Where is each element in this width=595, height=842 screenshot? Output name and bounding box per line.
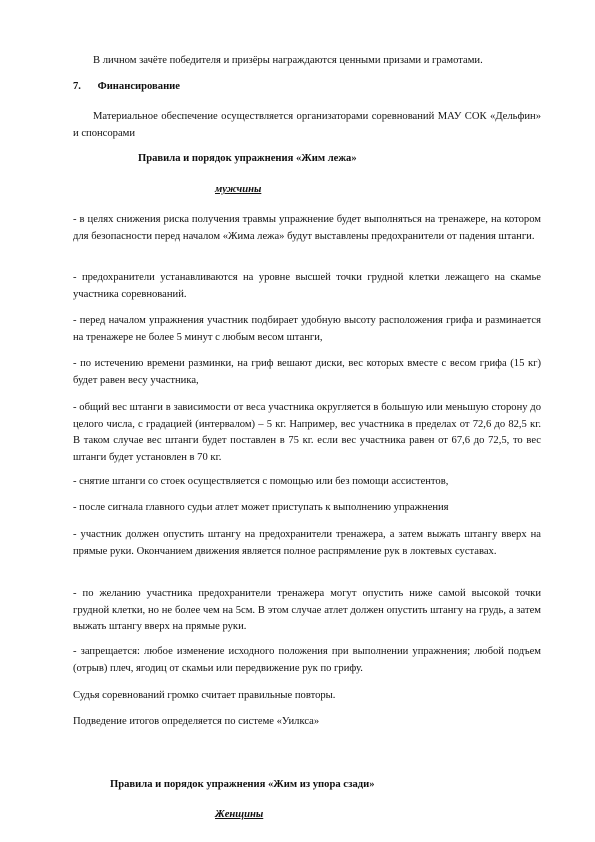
section-title: Финансирование [97, 81, 180, 92]
section-number: 7. [73, 81, 81, 92]
rules-subtitle-women: Женщины [215, 809, 264, 820]
results-note: Подведение итогов определяется по системе «Уилкса» [73, 716, 320, 727]
rules-heading-back-dip-press: Правила и порядок упражнения «Жим из упора сзади» [110, 779, 375, 790]
rules-heading-bench-press: Правила и порядок упражнения «Жим лежа» [138, 153, 357, 164]
rule-item: - участник должен опустить штангу на предохранители тренажера, а затем выжать штангу вверх на прямые руки. Окончанием движения является полное распрямление рук в локтевых суставах. [73, 529, 541, 557]
rules-subtitle-men: мужчины [215, 184, 262, 195]
intro-paragraph: В личном зачёте победителя и призёры награждаются ценными призами и грамотами. [93, 55, 483, 66]
rule-item: - по желанию участника предохранители тренажера могут опустить ниже самой высокой точки грудной клетки, но не более чем на 5см. В этом случае атлет должен опустить штангу на грудь, а затем выжать штангу вверх на прямые руки. [73, 588, 541, 633]
section-7-heading [73, 79, 541, 96]
rule-item: - по истечению времени разминки, на гриф вешают диски, вес которых вместе с весом грифа (15 кг) будет равен весу участника, [73, 358, 541, 386]
rule-item: - предохранители устанавливаются на уровне высшей точки грудной клетки лежащего на скамье участника соревнований. [73, 272, 541, 300]
rule-item: - перед началом упражнения участник подбирает удобную высоту расположения грифа и разминается на тренажере не более 5 минут с любым весом штанги, [73, 315, 541, 343]
rule-item: - после сигнала главного судьи атлет может приступать к выполнению упражнения [73, 502, 449, 513]
rule-item: - снятие штанги со стоек осуществляется с помощью или без помощи ассистентов, [73, 476, 449, 487]
rule-item: - общий вес штанги в зависимости от веса участника округляется в большую или меньшую сторону до целого числа, с градацией (интервалом) – 5 кг. Например, вес участника в пределах от 72,6 до 82,5 кг. В таком случае вес штанги будет поставлен в 75 кг. если вес участника равен от 67,6 до 72,5, то вес штанги будет установлен в 70 кг. [73, 402, 541, 463]
financing-paragraph: Материальное обеспечение осуществляется организаторами соревнований МАУ СОК «Дельфин» и спонсорами [73, 111, 541, 139]
judge-count-note: Судья соревнований громко считает правильные повторы. [73, 690, 336, 701]
rule-item: - в целях снижения риска получения травмы упражнение будет выполняться на тренажере, на котором для безопасности перед началом «Жима лежа» будут выставлены предохранители от падения штанги. [73, 214, 541, 242]
rule-item: - запрещается: любое изменение исходного положения при выполнении упражнения; любой подъем (отрыв) плеч, ягодиц от скамьи или передвижение рук по грифу. [73, 646, 541, 674]
